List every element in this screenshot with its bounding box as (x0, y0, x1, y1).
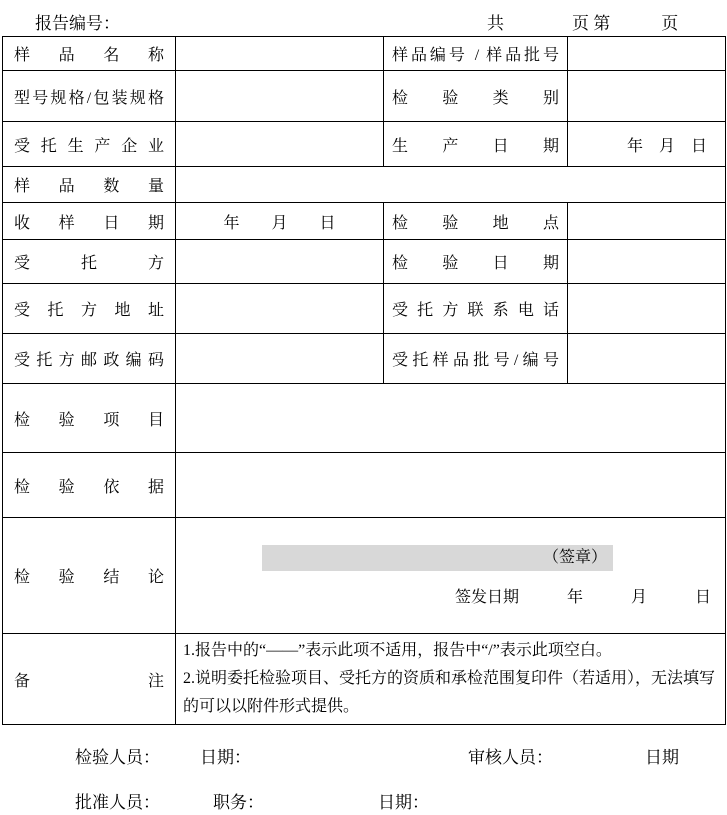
remarks-label: 备注 (3, 634, 176, 725)
signature-footer (0, 722, 727, 815)
page-header (0, 7, 727, 33)
table-row (3, 37, 726, 71)
sample-quantity-value-cell (176, 167, 726, 203)
inspection-type-label: 检验类别 (384, 71, 568, 122)
receive-date-value: 年 月 日 (176, 203, 384, 240)
production-date-value: 年 月 日 (568, 122, 726, 167)
receive-date-label: 收样日期 (3, 203, 176, 240)
report-form-table (2, 36, 726, 725)
sample-code-value-cell (568, 37, 726, 71)
reviewer-date-label: 日期 (645, 748, 679, 767)
sample-code-label: 样品编号 / 样品批号 (384, 37, 568, 71)
remarks-note-1: 1.报告中的“——”表示此项不适用，报告中“/”表示此项空白。 (183, 642, 612, 659)
inspection-date-label: 检验日期 (384, 240, 568, 284)
approver-label: 批准人员： (75, 793, 160, 812)
model-spec-value-cell (176, 71, 384, 122)
consignee-batch-label: 受托样品批号/编号 (384, 334, 568, 384)
remarks-value-cell (176, 634, 726, 725)
table-row (3, 240, 726, 284)
inspection-items-value-cell (176, 384, 726, 453)
consignee-postcode-value-cell (176, 334, 384, 384)
sample-name-value-cell (176, 37, 384, 71)
inspection-items-label: 检验项目 (3, 384, 176, 453)
table-row (3, 284, 726, 334)
table-row (3, 71, 726, 122)
page-count-label: 共 页 第 页 (487, 14, 679, 33)
consignee-address-label: 受托方地址 (3, 284, 176, 334)
inspection-type-value-cell (568, 71, 726, 122)
model-spec-label: 型号规格/包装规格 (3, 71, 176, 122)
table-row (3, 122, 726, 167)
remarks-note-2: 2.说明委托检验项目、受托方的资质和承检范围复印件（若适用），无法填写的可以以附件形式提供。 (183, 670, 716, 715)
inspection-conclusion-value-cell (176, 518, 726, 634)
seal-placeholder-text: （签章） (542, 548, 607, 566)
consignee-phone-label: 受托方联系电话 (384, 284, 568, 334)
approver-date-label: 日期： (378, 793, 429, 812)
table-row (3, 167, 726, 203)
inspection-place-value-cell (568, 203, 726, 240)
consignee-label: 受托方 (3, 240, 176, 284)
table-row (3, 384, 726, 453)
inspection-date-value-cell (568, 240, 726, 284)
inspection-place-label: 检验地点 (384, 203, 568, 240)
inspection-conclusion-label: 检验结论 (3, 518, 176, 634)
sample-name-label: 样品名称 (3, 37, 176, 71)
table-row (3, 453, 726, 518)
sample-quantity-label: 样品数量 (3, 167, 176, 203)
inspection-basis-value-cell (176, 453, 726, 518)
issue-date-line: 签发日期 年 月 日 (454, 588, 711, 606)
table-row (3, 203, 726, 240)
entrusted-manufacturer-value-cell (176, 122, 384, 167)
entrusted-manufacturer-label: 受托生产企业 (3, 122, 176, 167)
approver-title-label: 职务： (213, 793, 264, 812)
consignee-postcode-label: 受托方邮政编码 (3, 334, 176, 384)
reviewer-label: 审核人员： (468, 748, 553, 767)
consignee-address-value-cell (176, 284, 384, 334)
inspector-label: 检验人员： (75, 748, 160, 767)
inspection-basis-label: 检验依据 (3, 453, 176, 518)
production-date-label: 生产日期 (384, 122, 568, 167)
seal-highlight-bar (262, 545, 613, 571)
table-row (3, 518, 726, 634)
inspector-date-label: 日期： (200, 748, 251, 767)
report-number-label: 报告编号： (35, 14, 120, 33)
consignee-value-cell (176, 240, 384, 284)
table-row (3, 334, 726, 384)
consignee-batch-value-cell (568, 334, 726, 384)
consignee-phone-value-cell (568, 284, 726, 334)
table-row (3, 634, 726, 725)
